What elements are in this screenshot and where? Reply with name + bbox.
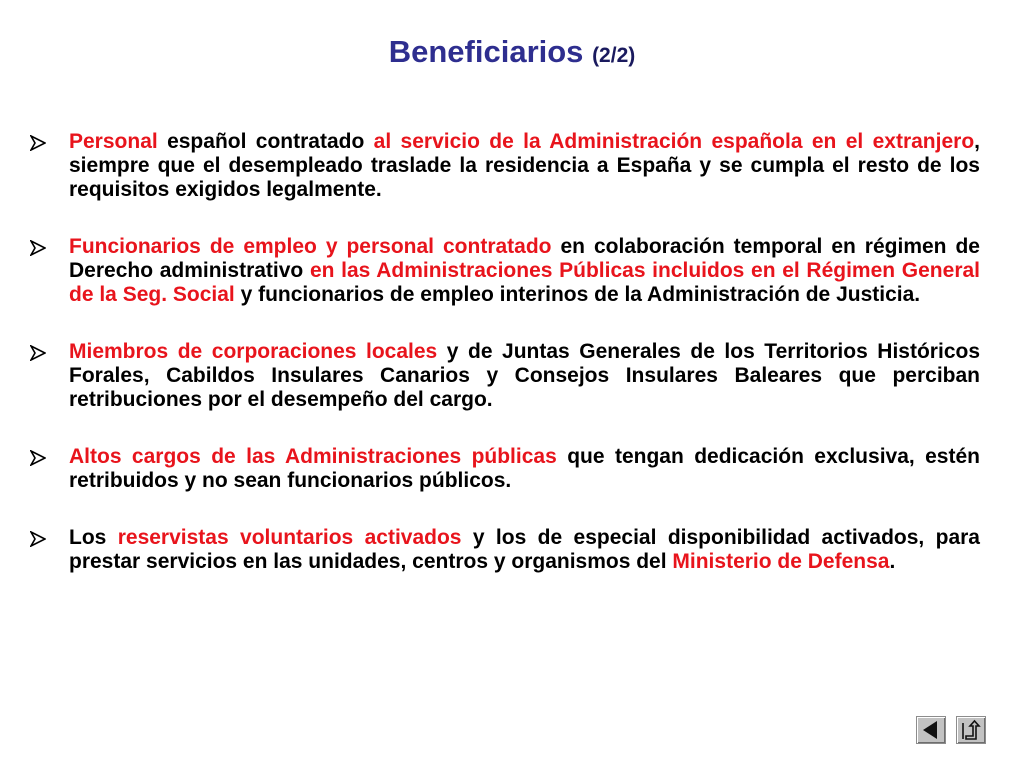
- triangle-left-icon: [917, 717, 945, 743]
- bullet-text: y funcionarios de empleo interinos de la Administración de Justicia.: [234, 283, 921, 306]
- bullet-text: y los de especial disponibilidad activados, para prestar servicios en las unidades, centros y organismos del: [69, 526, 980, 573]
- slide-title: [0, 30, 1024, 78]
- back-button[interactable]: [916, 716, 946, 744]
- bullet-item: [30, 445, 980, 493]
- bullet-text: Los: [69, 526, 118, 549]
- title-text: Beneficiarios: [388, 34, 584, 69]
- highlighted-text: reservistas voluntarios activados: [117, 526, 462, 549]
- bullet-item: [30, 340, 980, 412]
- highlighted-text: Altos cargos de las Administraciones públicas: [69, 445, 557, 468]
- bullet-item: [30, 235, 980, 307]
- bullet-item: [30, 526, 980, 574]
- arrowhead-bullet-icon: [30, 450, 46, 466]
- return-arrow-icon: [957, 717, 985, 743]
- title-page-indicator: (2/2): [592, 44, 636, 67]
- bullet-list: [30, 130, 980, 574]
- arrowhead-bullet-icon: [30, 240, 46, 256]
- highlighted-text: Personal: [69, 130, 158, 153]
- bullet-item: [30, 130, 980, 202]
- bullet-text: .: [889, 550, 896, 573]
- highlighted-text: Miembros de corporaciones locales: [69, 340, 438, 363]
- bullet-text: , siempre que el desempleado traslade la residencia a España y se cumpla el resto de los requisitos exigidos legalmente.: [69, 130, 980, 201]
- highlighted-text: Funcionarios de empleo y personal contratado: [69, 235, 552, 258]
- highlighted-text: al servicio de la Administración española en el extranjero: [373, 130, 975, 153]
- highlighted-text: Ministerio de Defensa: [672, 550, 890, 573]
- arrowhead-bullet-icon: [30, 345, 46, 361]
- bullet-text: y de Juntas Generales de los Territorios Históricos Forales, Cabildos Insulares Canarios y Consejos Insulares Baleares que perciban retribuciones por el desempeño del cargo.: [69, 340, 981, 411]
- return-button[interactable]: [956, 716, 986, 744]
- bullet-text: español contratado: [157, 130, 374, 153]
- arrowhead-bullet-icon: [30, 135, 46, 151]
- highlighted-text: en las Administraciones Públicas incluidos en el Régimen General de la Seg. Social: [69, 259, 981, 306]
- arrowhead-bullet-icon: [30, 531, 46, 547]
- bullet-text: en colaboración temporal en régimen de Derecho administrativo: [69, 235, 980, 282]
- bullet-text: que tengan dedicación exclusiva, estén retribuidos y no sean funcionarios públicos.: [69, 445, 980, 492]
